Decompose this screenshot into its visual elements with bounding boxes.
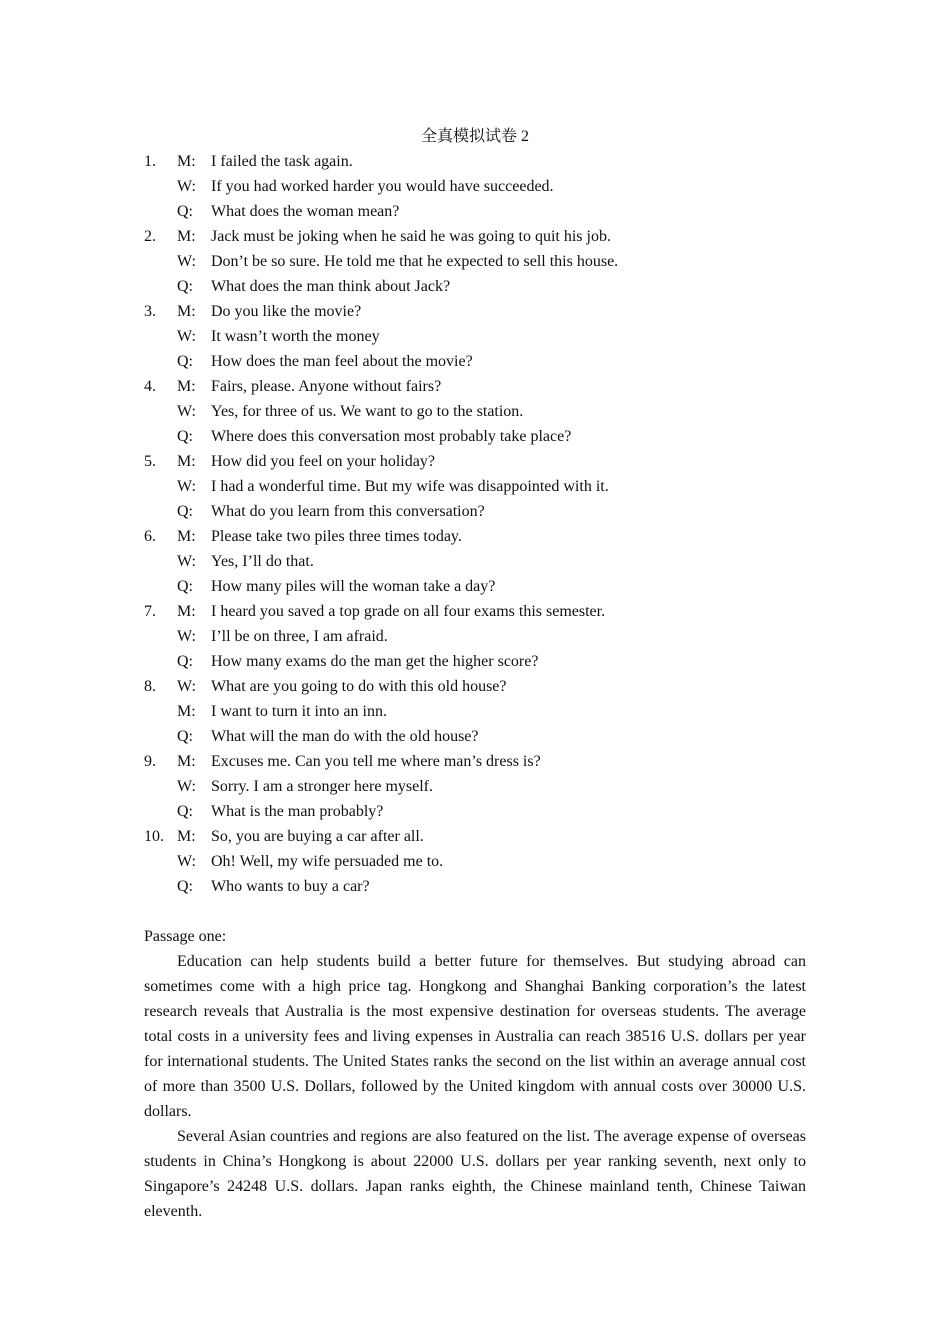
speaker-label: Q: xyxy=(177,653,193,670)
speaker-label: Q: xyxy=(177,728,193,745)
dialogue-line xyxy=(144,649,806,674)
dialogue-line xyxy=(144,699,806,724)
dialogue-text: Who wants to buy a car? xyxy=(211,878,370,895)
speaker-label: W: xyxy=(177,778,196,795)
speaker-label: W: xyxy=(177,853,196,870)
passage-paragraph: Education can help students build a better future for themselves. But studying abroad can sometimes come with a high price tag. Hongkong and Shanghai Banking corporation’s the latest research reveals that Australia is the most expensive destination for overseas students. The average total costs in a university fees and living expenses in Australia can reach 38516 U.S. dollars per year for international students. The United States ranks the second on the list within an average annual cost of more than 3500 U.S. Dollars, followed by the United kingdom with annual costs over 30000 U.S. dollars. xyxy=(144,953,806,1120)
dialogue-text: Oh! Well, my wife persuaded me to. xyxy=(211,853,444,870)
question-number: 10. xyxy=(144,828,164,845)
speaker-label: Q: xyxy=(177,428,193,445)
dialogue-line xyxy=(144,274,806,299)
dialogue-line xyxy=(144,774,806,799)
speaker-label: M: xyxy=(177,828,196,845)
dialogue-text: Where does this conversation most probably take place? xyxy=(211,428,572,445)
question-number: 9. xyxy=(144,753,156,770)
dialogue-line xyxy=(144,574,806,599)
speaker-label: W: xyxy=(177,678,196,695)
dialogue-text: I want to turn it into an inn. xyxy=(211,703,387,720)
dialogue-text: I had a wonderful time. But my wife was disappointed with it. xyxy=(211,478,609,495)
question-number: 6. xyxy=(144,528,156,545)
dialogue-line xyxy=(144,849,806,874)
dialogue-text: How did you feel on your holiday? xyxy=(211,453,435,470)
dialogue-line xyxy=(144,549,806,574)
dialogue-line xyxy=(144,824,806,849)
speaker-label: W: xyxy=(177,628,196,645)
dialogue-text: Yes, I’ll do that. xyxy=(211,553,314,570)
dialogue-text: How many piles will the woman take a day? xyxy=(211,578,496,595)
dialogue-text: What is the man probably? xyxy=(211,803,384,820)
dialogue-line xyxy=(144,449,806,474)
passage-heading: Passage one: xyxy=(144,928,227,945)
speaker-label: M: xyxy=(177,378,196,395)
question-number: 2. xyxy=(144,228,156,245)
dialogue-line xyxy=(144,149,806,174)
dialogue-text: Do you like the movie? xyxy=(211,303,362,320)
dialogue-text: Jack must be joking when he said he was going to quit his job. xyxy=(211,228,611,245)
speaker-label: M: xyxy=(177,228,196,245)
document-page xyxy=(144,124,806,1224)
speaker-label: M: xyxy=(177,703,196,720)
dialogue-line xyxy=(144,599,806,624)
dialogue-line xyxy=(144,299,806,324)
dialogue-line xyxy=(144,749,806,774)
speaker-label: W: xyxy=(177,553,196,570)
dialogue-text: Sorry. I am a stronger here myself. xyxy=(211,778,433,795)
speaker-label: Q: xyxy=(177,578,193,595)
dialogue-text: It wasn’t worth the money xyxy=(211,328,380,345)
question-number: 8. xyxy=(144,678,156,695)
speaker-label: Q: xyxy=(177,878,193,895)
speaker-label: Q: xyxy=(177,278,193,295)
page-title: 全真模拟试卷 2 xyxy=(420,128,529,145)
dialogue-line xyxy=(144,499,806,524)
dialogue-line xyxy=(144,224,806,249)
dialogue-text: So, you are buying a car after all. xyxy=(211,828,424,845)
dialogue-text: Excuses me. Can you tell me where man’s dress is? xyxy=(211,753,541,770)
dialogue-text: How many exams do the man get the higher score? xyxy=(211,653,539,670)
dialogue-text: How does the man feel about the movie? xyxy=(211,353,473,370)
dialogue-line xyxy=(144,624,806,649)
speaker-label: M: xyxy=(177,303,196,320)
speaker-label: M: xyxy=(177,603,196,620)
speaker-label: Q: xyxy=(177,503,193,520)
dialogue-text: What does the man think about Jack? xyxy=(211,278,451,295)
question-number: 5. xyxy=(144,453,156,470)
dialogue-text: If you had worked harder you would have succeeded. xyxy=(211,178,554,195)
dialogue-line xyxy=(144,524,806,549)
dialogue-text: What are you going to do with this old house? xyxy=(211,678,507,695)
dialogue-line xyxy=(144,724,806,749)
dialogue-list xyxy=(144,149,806,899)
speaker-label: M: xyxy=(177,453,196,470)
question-number: 4. xyxy=(144,378,156,395)
dialogue-text: Yes, for three of us. We want to go to the station. xyxy=(211,403,524,420)
dialogue-line xyxy=(144,424,806,449)
dialogue-text: I’ll be on three, I am afraid. xyxy=(211,628,388,645)
dialogue-text: Please take two piles three times today. xyxy=(211,528,462,545)
speaker-label: M: xyxy=(177,528,196,545)
dialogue-text: What will the man do with the old house? xyxy=(211,728,479,745)
speaker-label: W: xyxy=(177,178,196,195)
dialogue-line xyxy=(144,249,806,274)
speaker-label: W: xyxy=(177,478,196,495)
question-number: 1. xyxy=(144,153,156,170)
section-spacer xyxy=(144,899,806,924)
dialogue-line xyxy=(144,674,806,699)
question-number: 7. xyxy=(144,603,156,620)
dialogue-line xyxy=(144,174,806,199)
dialogue-text: I heard you saved a top grade on all four exams this semester. xyxy=(211,603,606,620)
speaker-label: W: xyxy=(177,403,196,420)
speaker-label: Q: xyxy=(177,803,193,820)
speaker-label: W: xyxy=(177,328,196,345)
dialogue-line xyxy=(144,874,806,899)
speaker-label: Q: xyxy=(177,203,193,220)
dialogue-text: Fairs, please. Anyone without fairs? xyxy=(211,378,442,395)
passage-paragraph: Several Asian countries and regions are also featured on the list. The average expense of overseas students in China’s Hongkong is about 22000 U.S. dollars per year ranking seventh, next only to Singapore’s 24248 U.S. dollars. Japan ranks eighth, the Chinese mainland tenth, Chinese Taiwan eleventh. xyxy=(144,1128,806,1220)
speaker-label: M: xyxy=(177,153,196,170)
dialogue-line xyxy=(144,474,806,499)
dialogue-text: Don’t be so sure. He told me that he expected to sell this house. xyxy=(211,253,619,270)
dialogue-line xyxy=(144,199,806,224)
dialogue-text: I failed the task again. xyxy=(211,153,353,170)
dialogue-text: What do you learn from this conversation? xyxy=(211,503,485,520)
dialogue-line xyxy=(144,799,806,824)
dialogue-line xyxy=(144,374,806,399)
dialogue-text: What does the woman mean? xyxy=(211,203,400,220)
dialogue-line xyxy=(144,324,806,349)
speaker-label: Q: xyxy=(177,353,193,370)
question-number: 3. xyxy=(144,303,156,320)
speaker-label: M: xyxy=(177,753,196,770)
dialogue-line xyxy=(144,349,806,374)
speaker-label: W: xyxy=(177,253,196,270)
dialogue-line xyxy=(144,399,806,424)
